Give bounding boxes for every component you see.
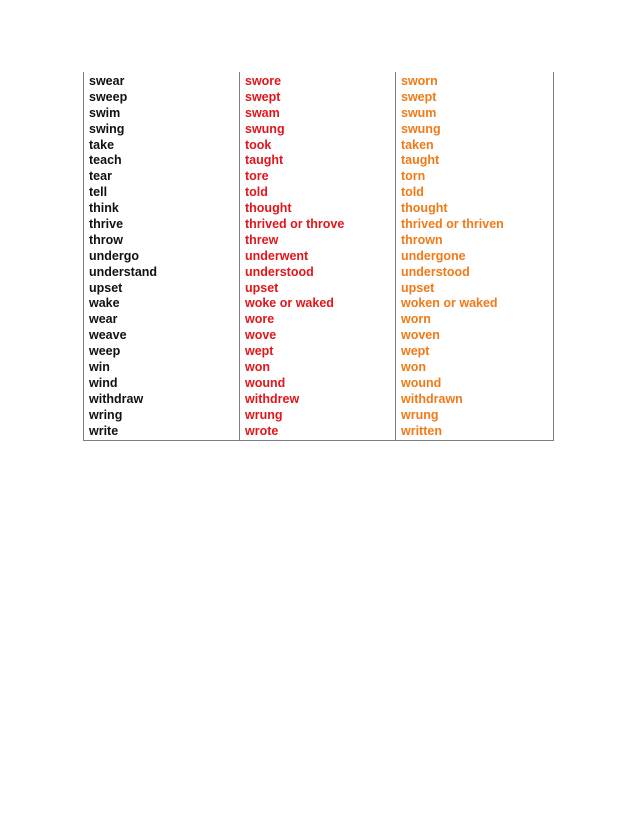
base-cell: understand — [89, 264, 158, 279]
past-cell: swore — [245, 74, 282, 88]
participle-cell: swung — [401, 121, 441, 136]
participle-cell: sworn — [401, 74, 438, 88]
participle-cell: taken — [401, 137, 434, 152]
past-cell: taught — [245, 153, 284, 168]
base-cell: write — [89, 423, 119, 438]
base-cell: teach — [89, 153, 122, 168]
participle-cell: wound — [401, 375, 442, 390]
participle-cell: thrived or thriven — [401, 217, 504, 232]
participle-cell: swept — [401, 89, 437, 104]
base-cell: take — [89, 137, 115, 152]
past-cell: thrived or throve — [245, 217, 345, 232]
base-cell: swear — [89, 74, 125, 88]
participle-cell: written — [401, 423, 442, 438]
base-cell: undergo — [89, 248, 139, 263]
participle-cell: wrung — [401, 407, 439, 422]
base-cell: thrive — [89, 217, 124, 232]
past-cell: wept — [245, 344, 274, 359]
base-cell: swim — [89, 105, 121, 120]
base-cell: throw — [89, 232, 124, 247]
past-cell: won — [245, 360, 270, 375]
participle-cell: won — [401, 360, 426, 375]
base-cell: win — [89, 360, 110, 375]
past-cell: woke or waked — [245, 296, 334, 311]
past-cell: thought — [245, 201, 292, 216]
participle-cell: withdrawn — [401, 391, 463, 406]
past-cell: upset — [245, 280, 279, 295]
participle-cell: woven — [401, 328, 440, 343]
past-cell: wrung — [245, 407, 283, 422]
base-cell: wind — [89, 375, 118, 390]
past-cell: told — [245, 185, 268, 200]
base-cell: sweep — [89, 89, 128, 104]
base-cell: weep — [89, 344, 121, 359]
past-cell: threw — [245, 232, 279, 247]
base-cell: tell — [89, 185, 108, 200]
participle-cell: thrown — [401, 232, 443, 247]
base-cell: wear — [89, 312, 118, 327]
participle-cell: taught — [401, 153, 440, 168]
base-cell: withdraw — [89, 391, 144, 406]
base-cell: upset — [89, 280, 123, 295]
participle-cell: swum — [401, 105, 437, 120]
participle-cell: wept — [401, 344, 430, 359]
past-cell: swung — [245, 121, 285, 136]
past-cell: swept — [245, 89, 281, 104]
base-cell: tear — [89, 169, 112, 184]
base-form-column — [84, 72, 240, 440]
participle-cell: thought — [401, 201, 448, 216]
base-cell: wake — [89, 296, 120, 311]
base-cell: weave — [89, 328, 127, 343]
past-cell: wore — [245, 312, 275, 327]
past-cell: took — [245, 137, 272, 152]
participle-cell: worn — [401, 312, 431, 327]
past-tense-column — [240, 72, 396, 440]
past-cell: swam — [245, 105, 280, 120]
base-cell: think — [89, 201, 119, 216]
past-cell: underwent — [245, 248, 309, 263]
past-cell: wove — [245, 328, 277, 343]
past-participle-column — [396, 72, 553, 440]
participle-cell: woken or waked — [401, 296, 498, 311]
past-cell: wound — [245, 375, 286, 390]
base-cell: swing — [89, 121, 125, 136]
participle-cell: told — [401, 185, 424, 200]
base-cell: wring — [89, 407, 123, 422]
past-cell: understood — [245, 264, 314, 279]
past-cell: wrote — [245, 423, 279, 438]
participle-cell: undergone — [401, 248, 466, 263]
past-cell: withdrew — [245, 391, 300, 406]
participle-cell: torn — [401, 169, 426, 184]
irregular-verbs-table — [83, 72, 554, 441]
participle-cell: upset — [401, 280, 435, 295]
past-cell: tore — [245, 169, 269, 184]
participle-cell: understood — [401, 264, 470, 279]
